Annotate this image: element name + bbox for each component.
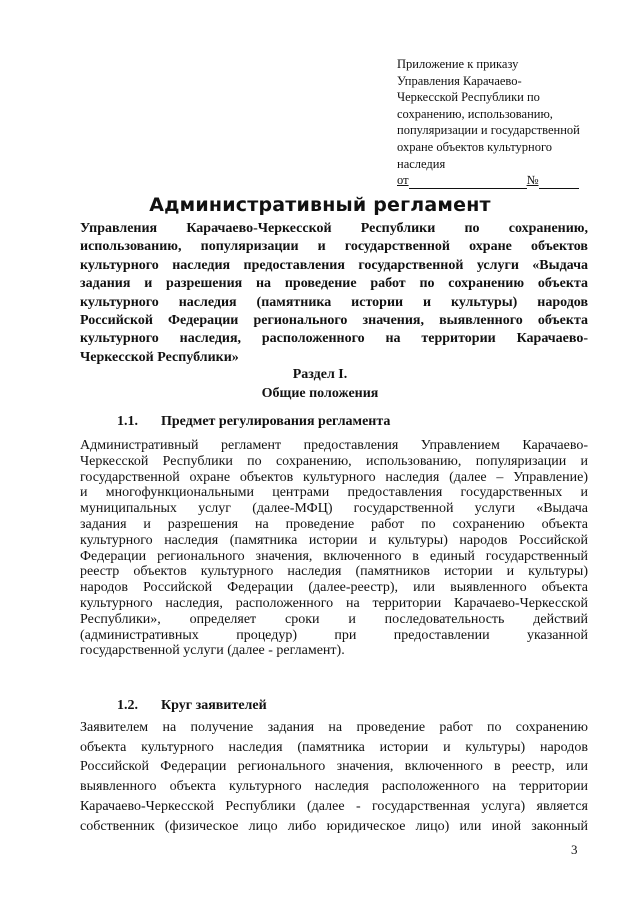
subtitle-line: использованию, популяризации и государственной охране объектов [80, 239, 588, 255]
section-name: Общие положения [261, 386, 379, 401]
paragraph-line: Черкесской Республики по сохранению, использованию, популяризации и [80, 453, 588, 469]
appendix-line: наследия [397, 156, 446, 171]
paragraph-line: объекта культурного наследия (памятника истории и культуры) народов [80, 739, 588, 755]
heading-number: 1.1. [117, 414, 138, 429]
paragraph-line: Заявителем на получение задания на проведение работ по сохранению [80, 720, 588, 735]
paragraph-line: выявленного объекта культурного наследия расположенного на территории [80, 779, 588, 795]
heading-1-1 [117, 413, 390, 431]
section-number: Раздел I. [292, 367, 348, 382]
subtitle-line: задания и разрешения на проведение работ по сохранению объекта [80, 276, 588, 292]
paragraph-line: муниципальных услуг (далее-МФЦ) государственной услуги «Выдача [80, 501, 588, 517]
date-blank [409, 176, 527, 189]
paragraph-line: Российской Федерации регионального значения, включенного в реестр, или [80, 759, 588, 775]
paragraph-line: государственной охране объектов культурного наследия (далее – Управление) [80, 469, 588, 485]
paragraph-line: Федерации регионального значения, включенного в единый государственный [80, 548, 588, 564]
paragraph-subject [80, 438, 588, 659]
appendix-line: Управления Карачаево- [397, 73, 522, 88]
document-title: Административный регламент [149, 194, 491, 216]
paragraph-line: Административный регламент предоставления Управлением Карачаево- [80, 438, 588, 453]
paragraph-line: Карачаево-Черкесской Республики (далее - государственная услуга) является [80, 798, 588, 814]
paragraph-line: собственник (физическое лицо либо юридическое лицо) или иной законный [80, 818, 588, 834]
subtitle-line: Российской Федерации регионального значения, выявленного объекта [80, 313, 588, 329]
paragraph-line: культурного наследия, расположенного на территории Карачаево-Черкесской [80, 595, 588, 611]
page-number: 3 [571, 842, 578, 857]
paragraph-line: (административных процедур) при предоставлении указанной [80, 627, 588, 643]
subtitle-line: Управления Карачаево-Черкесской Республики по сохранению, [80, 221, 588, 236]
subtitle-line: культурного наследия предоставления государственной услуги «Выдача [80, 257, 588, 273]
paragraph-line: реестр объектов культурного наследия (памятников истории и культуры) [80, 564, 588, 580]
appendix-line: Черкесской Республики по [397, 90, 540, 105]
subtitle-line: культурного наследия (памятника истории и культуры) народов [80, 294, 588, 310]
heading-number: 1.2. [117, 698, 138, 713]
subtitle-line: Черкесской Республики» [80, 349, 239, 365]
heading-1-2 [117, 697, 267, 715]
appendix-line: охране объектов культурного [397, 139, 553, 154]
paragraph-line: народов Российской Федерации (далее-реестр), или выявленного объекта [80, 580, 588, 596]
heading-text: Круг заявителей [161, 698, 267, 713]
appendix-line: Приложение к приказу [397, 57, 519, 71]
order-date-number-line [397, 172, 597, 189]
document-subtitle [80, 220, 588, 367]
paragraph-line: Республики», определяет сроки и последовательность действий [80, 611, 588, 627]
paragraph-line: культурного наследия (памятника истории и культуры) народов Российской [80, 532, 588, 548]
number-label: № [526, 173, 539, 188]
paragraph-line: и многофункциональными центрами предоставления государственных и [80, 485, 588, 501]
paragraph-line: государственной услуги (далее - регламент). [80, 643, 345, 659]
appendix-block [397, 56, 597, 189]
subtitle-line: культурного наследия, расположенного на территории Карачаево- [80, 331, 588, 347]
paragraph-line: задания и разрешения на проведение работ по сохранению объекта [80, 516, 588, 532]
heading-text: Предмет регулирования регламента [161, 414, 391, 429]
from-label: от [397, 173, 409, 188]
appendix-line: сохранению, использованию, [397, 106, 553, 121]
number-blank [539, 176, 579, 189]
paragraph-applicants [80, 718, 588, 836]
appendix-line: популяризации и государственной [397, 123, 580, 138]
